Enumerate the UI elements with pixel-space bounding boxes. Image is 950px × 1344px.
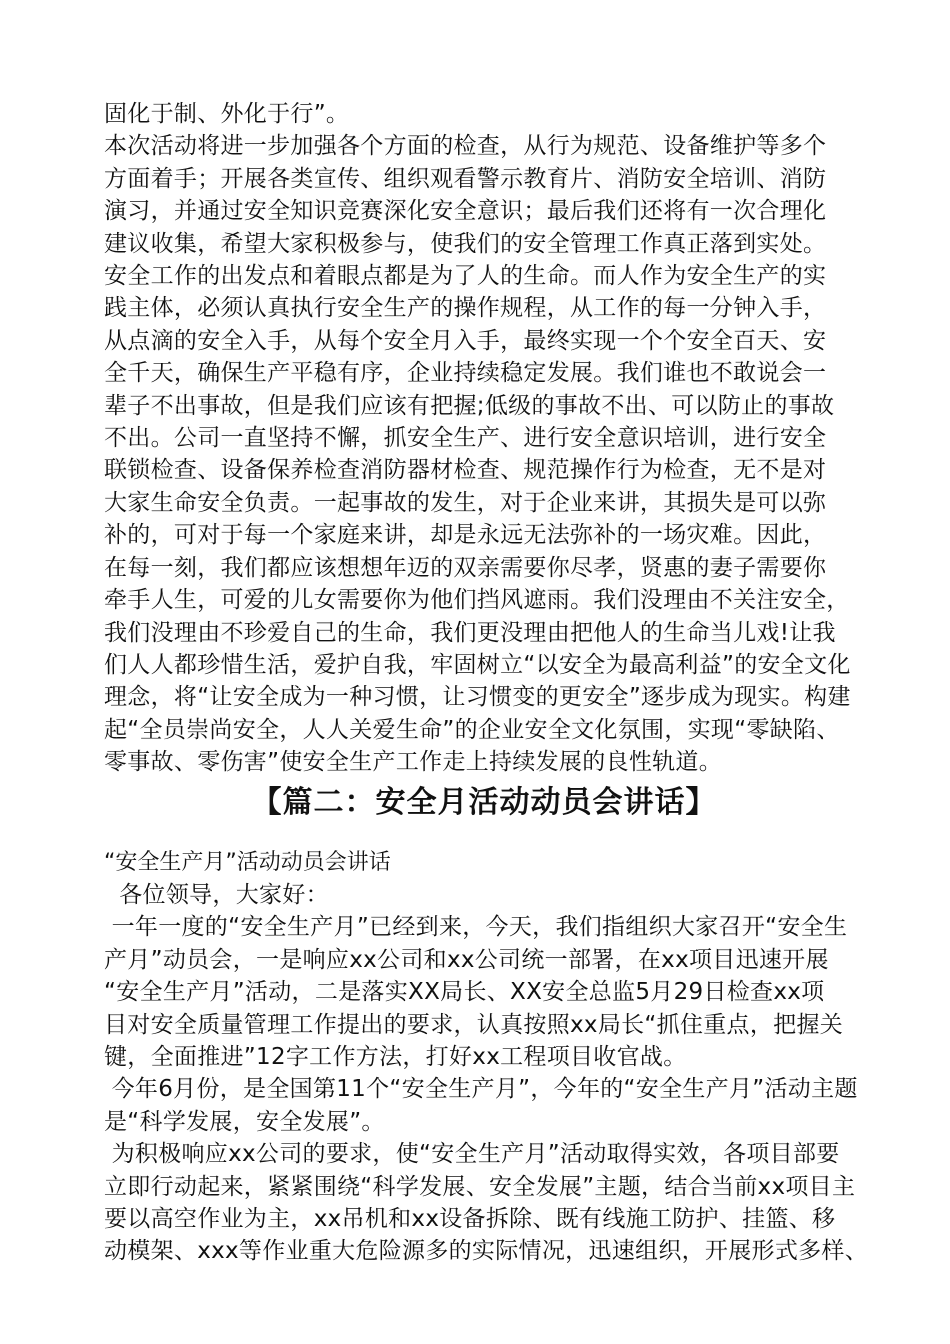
text-line: 为积极响应xx公司的要求，使“安全生产月”活动取得实效，各项目部要 bbox=[104, 1141, 840, 1168]
text-line: 产月”动员会，一是响应xx公司和xx公司统一部署，在xx项目迅速开展 bbox=[104, 946, 829, 973]
text-line: 安全工作的出发点和着眼点都是为了人的生命。而人作为安全生产的实 bbox=[104, 263, 827, 290]
text-line: 一年一度的“安全生产月”已经到来，今天，我们指组织大家召开“安全生 bbox=[104, 914, 848, 941]
text-line: 今年6月份，是全国第11个“安全生产月”，今年的“安全生产月”活动主题 bbox=[104, 1076, 858, 1103]
text-line: 理念，将“让安全成为一种习惯，让习惯变的更安全”逐步成为现实。构建 bbox=[104, 684, 851, 711]
text-line: 我们没理由不珍爱自己的生命，我们更没理由把他人的生命当儿戏!让我 bbox=[104, 619, 836, 646]
body-text-block-1 bbox=[104, 98, 864, 779]
text-line: 联锁检查、设备保养检查消防器材检查、规范操作行为检查，无不是对 bbox=[104, 457, 827, 484]
text-line: 牵手人生，可爱的儿女需要你为他们挡风遮雨。我们没理由不关注安全， bbox=[104, 587, 850, 614]
text-line: 们人人都珍惜生活，爱护自我，牢固树立“以安全为最高利益”的安全文化 bbox=[104, 651, 851, 678]
text-line: 目对安全质量管理工作提出的要求，认真按照xx局长“抓住重点，把握关 bbox=[104, 1011, 844, 1038]
text-line: 演习，并通过安全知识竞赛深化安全意识；最后我们还将有一次合理化 bbox=[104, 198, 827, 225]
text-line: 补的，可对于每一个家庭来讲，却是永远无法弥补的一场灾难。因此， bbox=[104, 522, 827, 549]
text-line: “安全生产月”活动，二是落实XX局长、XX安全总监5月29日检查xx项 bbox=[104, 979, 825, 1006]
text-line: 从点滴的安全入手，从每个安全月入手，最终实现一个个安全百天、安 bbox=[104, 327, 827, 354]
text-line: 方面着手；开展各类宣传、组织观看警示教育片、消防安全培训、消防 bbox=[104, 165, 827, 192]
document-page bbox=[104, 98, 869, 1268]
text-line: 大家生命安全负责。一起事故的发生，对于企业来讲，其损失是可以弥 bbox=[104, 489, 827, 516]
text-line: 本次活动将进一步加强各个方面的检查，从行为规范、设备维护等多个 bbox=[104, 133, 827, 160]
text-line: 辈子不出事故，但是我们应该有把握;低级的事故不出、可以防止的事故 bbox=[104, 392, 835, 419]
text-line: 在每一刻，我们都应该想想年迈的双亲需要你尽孝，贤惠的妻子需要你 bbox=[104, 554, 827, 581]
text-line: 建议收集，希望大家积极参与，使我们的安全管理工作真正落到实处。 bbox=[104, 230, 827, 257]
text-line: 零事故、零伤害”使安全生产工作走上持续发展的良性轨道。 bbox=[104, 749, 723, 776]
text-line: 键，全面推进”12字工作方法，打好xx工程项目收官战。 bbox=[104, 1043, 687, 1070]
text-line: 动模架、xxx等作业重大危险源多的实际情况，迅速组织，开展形式多样、 bbox=[104, 1238, 869, 1265]
text-line: 是“科学发展，安全发展”。 bbox=[104, 1108, 385, 1135]
text-line: 全千天，确保生产平稳有序，企业持续稳定发展。我们谁也不敢说会一 bbox=[104, 360, 827, 387]
text-line: 起“全员崇尚安全，人人关爱生命”的企业安全文化氛围，实现“零缺陷、 bbox=[104, 716, 840, 743]
text-line: 各位领导，大家好： bbox=[104, 881, 329, 908]
text-line: 不出。公司一直坚持不懈，抓安全生产、进行安全意识培训，进行安全 bbox=[104, 425, 827, 452]
speech-title: “安全生产月”活动动员会讲话 bbox=[104, 849, 391, 875]
body-text-block-2 bbox=[104, 879, 869, 1268]
text-line: 立即行动起来，紧紧围绕“科学发展、安全发展”主题，结合当前xx项目主 bbox=[104, 1173, 856, 1200]
text-line: 践主体，必须认真执行安全生产的操作规程，从工作的每一分钟入手， bbox=[104, 295, 827, 322]
section-title: 【篇二：安全月活动动员会讲话】 bbox=[251, 784, 717, 820]
text-line: 要以高空作业为主，xx吊机和xx设备拆除、既有线施工防护、挂篮、移 bbox=[104, 1206, 836, 1232]
text-line: 固化于制、外化于行”。 bbox=[104, 101, 350, 127]
